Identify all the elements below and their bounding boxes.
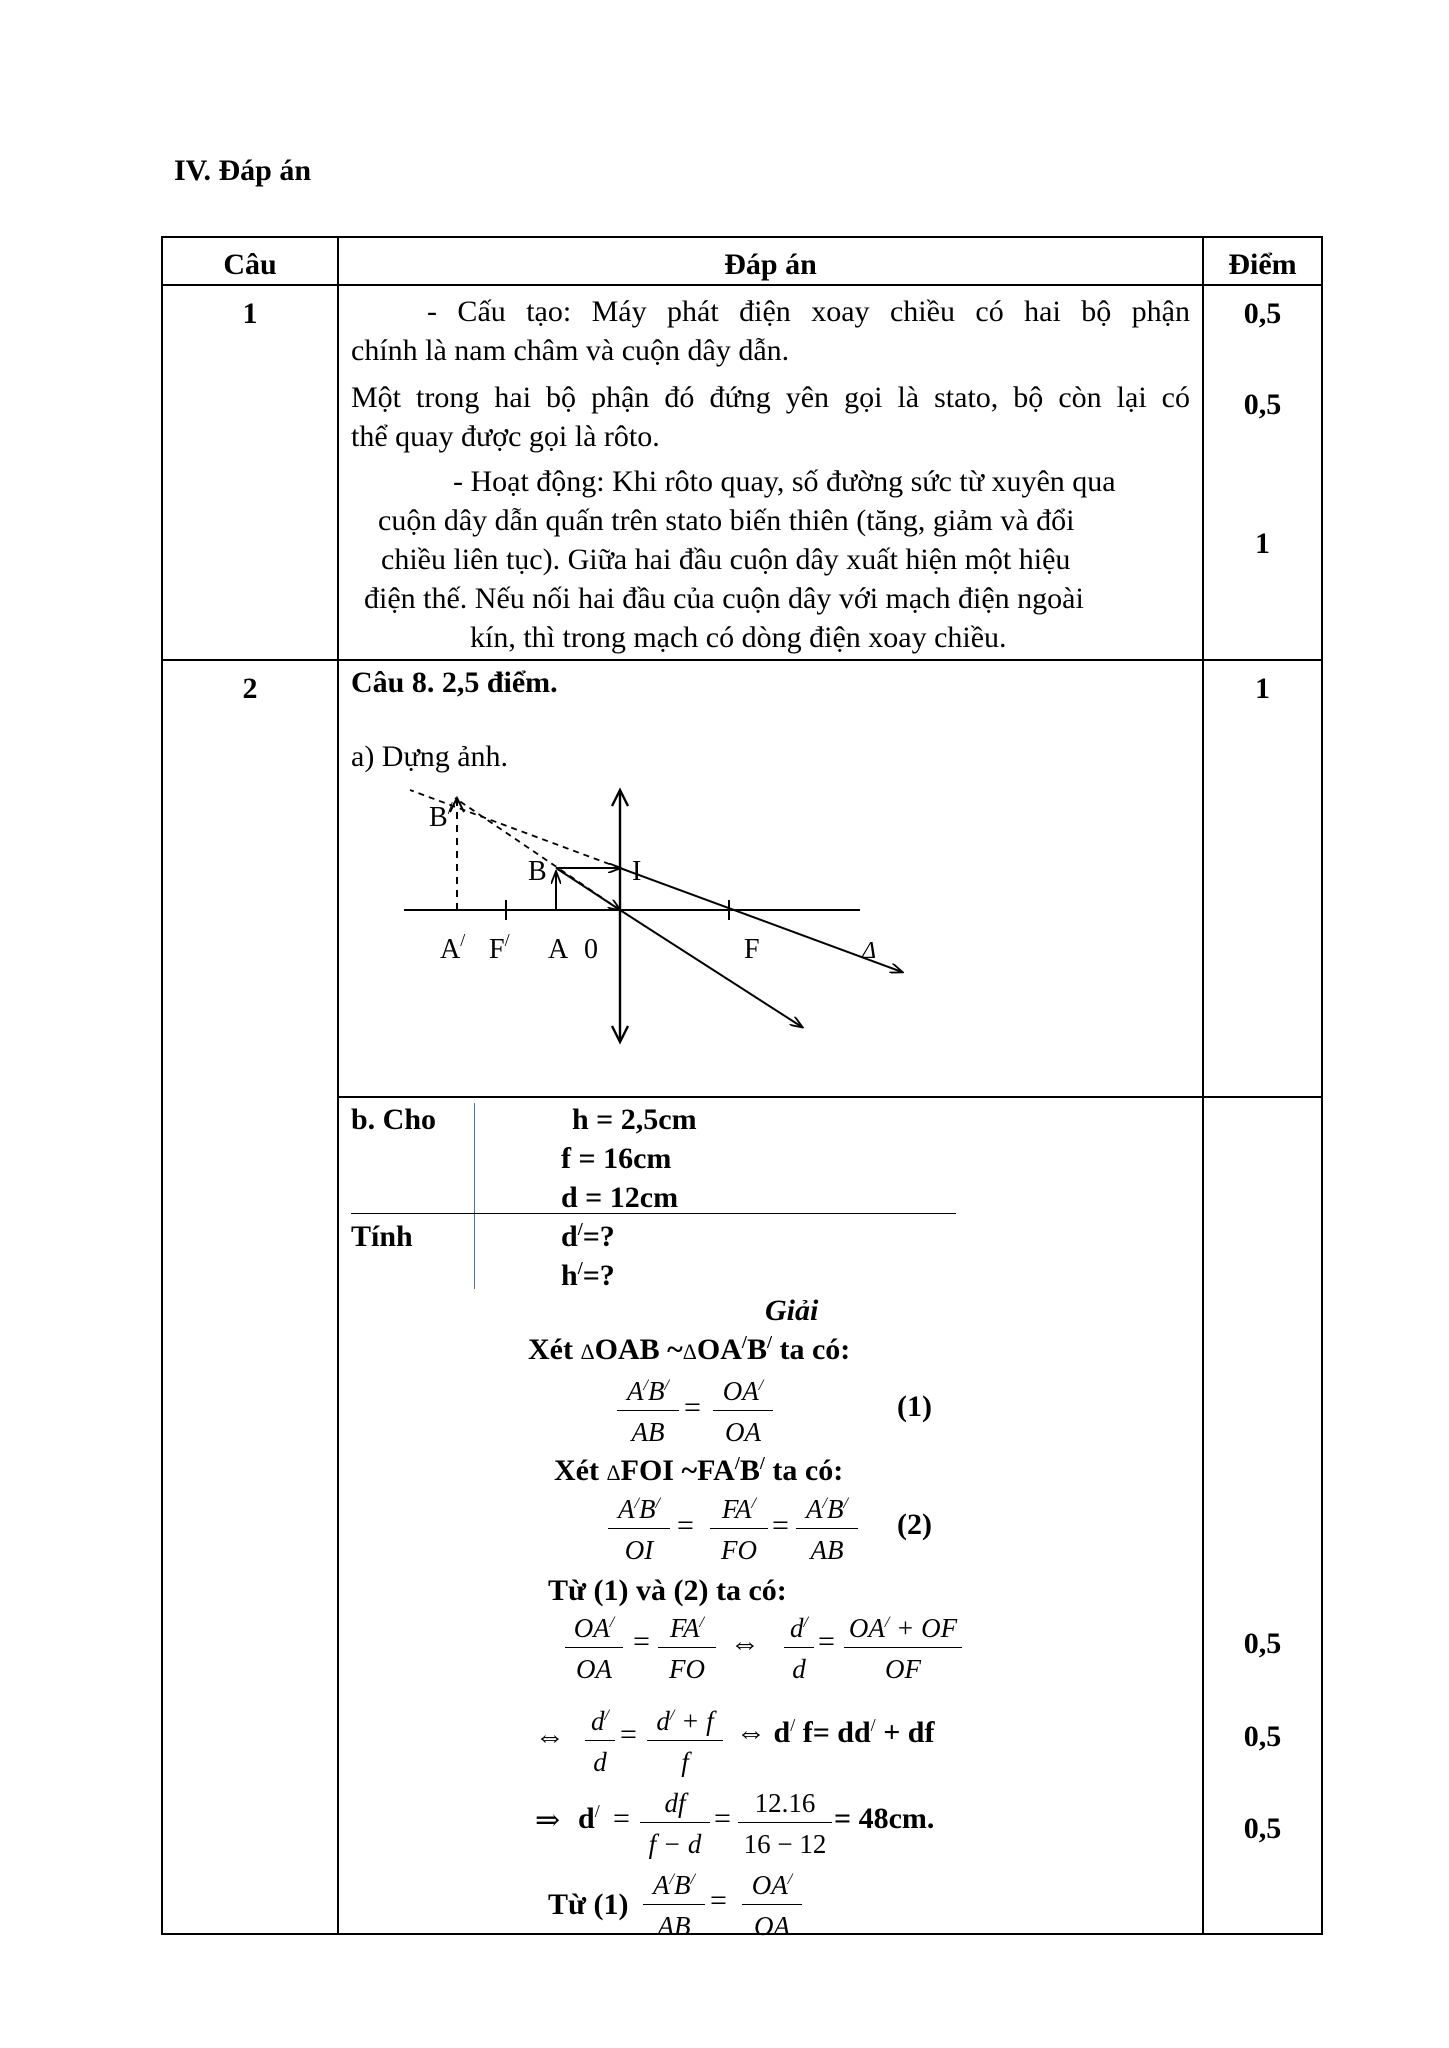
fraction-ab-prime-over-ab: A/B/ AB xyxy=(617,1374,679,1449)
fraction-ab-prime-over-ab-3: A/B/ AB xyxy=(643,1868,705,1943)
header-diem: Điểm xyxy=(1228,248,1297,281)
fraction-d-prime-plus-f-over-f: d/ + f f xyxy=(647,1704,723,1779)
q1-line: điện thế. Nếu nối hai đầu của cuộn dây với mạch điện ngoài xyxy=(364,582,1084,615)
eq-sign: = xyxy=(613,1802,630,1835)
q2-score-b3: 0,5 xyxy=(1243,1812,1282,1845)
implies-symbol: ⇒ xyxy=(535,1804,561,1837)
step-similar-oab: Xét ΔOAB ~ΔOA/B/ ta có: xyxy=(528,1332,851,1366)
result-d-prime: = 48cm. xyxy=(834,1802,935,1835)
q1-number: 1 xyxy=(242,297,258,330)
find-h-prime: h/=? xyxy=(561,1258,615,1292)
label-b: B xyxy=(528,856,547,887)
header-dap-an: Đáp án xyxy=(724,248,817,281)
section-heading: IV. Đáp án xyxy=(174,154,312,187)
fraction-fa-prime-over-fo-2: FA/ FO xyxy=(658,1611,716,1686)
q2-score-b1: 0,5 xyxy=(1243,1627,1282,1660)
eq-sign: = xyxy=(620,1718,637,1751)
fraction-oa-prime-over-oa-3: OA/ OA xyxy=(742,1868,802,1943)
fraction-oa-plus-of-over-of: OA/ + OF OF xyxy=(844,1611,962,1686)
label-a-prime: A/ xyxy=(440,930,466,965)
given-cho: b. Cho xyxy=(351,1103,437,1136)
fraction-fa-prime-over-fo: FA/ FO xyxy=(710,1492,768,1567)
fraction-ab-prime-over-ab-2: A/B/ AB xyxy=(796,1492,858,1567)
step-from-1: Từ (1) xyxy=(548,1888,629,1921)
solution-title: Giải xyxy=(765,1294,819,1327)
q1-line: cuộn dây dẫn quấn trên stato biến thiên (tăng, giảm và đổi xyxy=(378,504,1075,537)
fraction-ab-prime-over-oi: A/B/ OI xyxy=(608,1492,670,1567)
label-o: 0 xyxy=(584,934,598,965)
equation-label-2: (2) xyxy=(897,1508,932,1541)
q1-line: chiều liên tục). Giữa hai đầu cuộn dây xuất hiện một hiệu xyxy=(381,543,1071,576)
fraction-df-over-f-minus-d: df f − d xyxy=(640,1786,710,1861)
part-a-label: a) Dựng ảnh. xyxy=(351,740,509,773)
q2-score-b2: 0,5 xyxy=(1243,1720,1282,1753)
q1-line: Một trong hai bộ phận đó đứng yên gọi là stato, bộ còn lại có xyxy=(351,381,1190,414)
fraction-numeric: 12.16 16 − 12 xyxy=(738,1786,832,1861)
q1-score: 0,5 xyxy=(1243,297,1282,330)
label-b-prime: B/ xyxy=(429,798,453,833)
q1-line: kín, thì trong mạch có dòng điện xoay chiều. xyxy=(470,621,1007,654)
eq-sign: = xyxy=(714,1802,731,1835)
q1-line: thể quay được gọi là rôto. xyxy=(351,420,660,453)
label-i: I xyxy=(632,856,642,887)
fraction-d-prime-over-d-2: d/ d xyxy=(585,1704,615,1779)
q1-score: 1 xyxy=(1255,527,1270,560)
iff-symbol: ⇔ xyxy=(730,1627,760,1660)
lens-ray-diagram xyxy=(337,740,937,1070)
q1-line: - Hoạt động: Khi rôto quay, số đường sức từ xuyên qua xyxy=(453,465,1116,498)
result-lens-equation: ⇔ d/ f= dd/ + df xyxy=(736,1715,935,1749)
eq-sign: = xyxy=(633,1625,650,1658)
given-divider-vertical xyxy=(474,1103,475,1289)
find-d-prime: d/=? xyxy=(561,1219,615,1253)
eq-sign: = xyxy=(677,1509,694,1542)
eq-sign: = xyxy=(818,1625,835,1658)
fraction-oa-prime-over-oa: OA/ OA xyxy=(713,1374,773,1449)
q1-line: chính là nam châm và cuộn dây dẫn. xyxy=(351,334,790,367)
eq-sign: = xyxy=(772,1509,789,1542)
q2-title: Câu 8. 2,5 điểm. xyxy=(351,666,558,699)
q1-score: 0,5 xyxy=(1243,388,1282,421)
step-similar-foi: Xét ΔFOI ~FA/B/ ta có: xyxy=(554,1453,844,1487)
q1-line: - Cấu tạo: Máy phát điện xoay chiều có hai bộ phận xyxy=(427,295,1190,328)
eq-sign: = xyxy=(710,1884,727,1917)
eq-sign: = xyxy=(684,1391,701,1424)
fraction-d-prime-over-d: d/ d xyxy=(784,1611,814,1686)
ray-through-center xyxy=(620,910,802,1027)
header-cau: Câu xyxy=(223,248,277,281)
given-tinh: Tính xyxy=(351,1220,413,1253)
given-d: d = 12cm xyxy=(561,1181,679,1214)
ray-through-focus xyxy=(620,868,902,972)
label-delta: Δ xyxy=(862,938,877,964)
given-f: f = 16cm xyxy=(561,1142,672,1175)
label-f: F xyxy=(744,934,760,965)
step-combine: Từ (1) và (2) ta có: xyxy=(548,1574,787,1607)
fraction-oa-prime-over-oa-2: OA/ OA xyxy=(565,1611,623,1686)
d-prime-symbol: d/ xyxy=(578,1801,600,1835)
equation-label-1: (1) xyxy=(897,1390,932,1423)
given-h: h = 2,5cm xyxy=(572,1103,697,1136)
label-a: A xyxy=(548,934,569,965)
q2-number: 2 xyxy=(242,672,258,705)
iff-symbol: ⇔ xyxy=(535,1720,565,1753)
label-f-prime: F/ xyxy=(489,930,510,965)
q2-score-a: 1 xyxy=(1255,672,1270,705)
